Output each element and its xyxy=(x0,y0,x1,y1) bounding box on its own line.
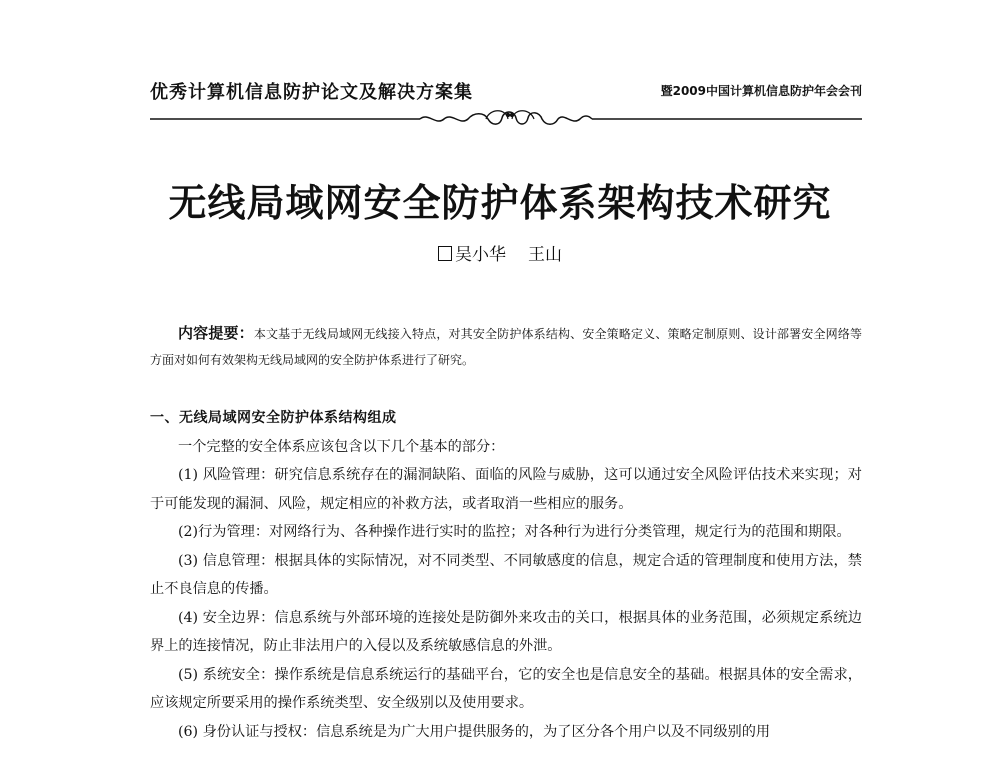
running-header xyxy=(150,78,862,102)
paper-title: 无线局域网安全防护体系架构技术研究 xyxy=(168,181,832,225)
body-paragraph: 一个完整的安全体系应该包含以下几个基本的部分： xyxy=(178,438,505,455)
body-paragraph: (4) 安全边界：信息系统与外部环境的连接处是防御外来攻击的关口，根据具体的业务范围，必须规定系统边界上的连接情况，防止非法用户的入侵以及系统敏感信息的外泄。 xyxy=(150,609,862,654)
author-line xyxy=(0,240,1000,265)
body-paragraph: (6) 身份认证与授权：信息系统是为广大用户提供服务的，为了区分各个用户以及不同级别的用 xyxy=(178,723,771,740)
author-name: 王山 xyxy=(528,245,562,265)
header-collection-title: 优秀计算机信息防护论文及解决方案集 xyxy=(150,82,473,103)
author-box-marker xyxy=(438,246,452,261)
body-paragraph: (5) 系统安全：操作系统是信息系统运行的基础平台，它的安全也是信息安全的基础。根据具体的安全需求，应该规定所要采用的操作系统类型、安全级别以及使用要求。 xyxy=(150,666,862,711)
ornamental-header-rule xyxy=(150,106,862,132)
body-paragraph: (1) 风险管理：研究信息系统存在的漏洞缺陷、面临的风险与威胁，这可以通过安全风险评估技术来实现；对于可能发现的漏洞、风险，规定相应的补救方法，或者取消一些相应的服务。 xyxy=(150,467,862,512)
abstract-label: 内容提要： xyxy=(178,324,254,342)
body-paragraph: (2)行为管理：对网络行为、各种操作进行实时的监控；对各种行为进行分类管理，规定行为的范围和期限。 xyxy=(178,524,851,540)
section-1 xyxy=(150,404,862,746)
abstract xyxy=(150,320,862,373)
section-heading: 一、无线局域网安全防护体系结构组成 xyxy=(150,410,397,426)
abstract-text: 本文基于无线局域网无线接入特点，对其安全防护体系结构、安全策略定义、策略定制原则、设计部署安全网络等方面对如何有效架构无线局域网的安全防护体系进行了研究。 xyxy=(150,327,862,367)
body-paragraph: (3) 信息管理：根据具体的实际情况，对不同类型、不同敏感度的信息，规定合适的管理制度和使用方法，禁止不良信息的传播。 xyxy=(150,552,862,597)
header-conference-title: 暨2009中国计算机信息防护年会会刊 xyxy=(660,84,862,98)
author-name: 吴小华 xyxy=(455,245,506,265)
